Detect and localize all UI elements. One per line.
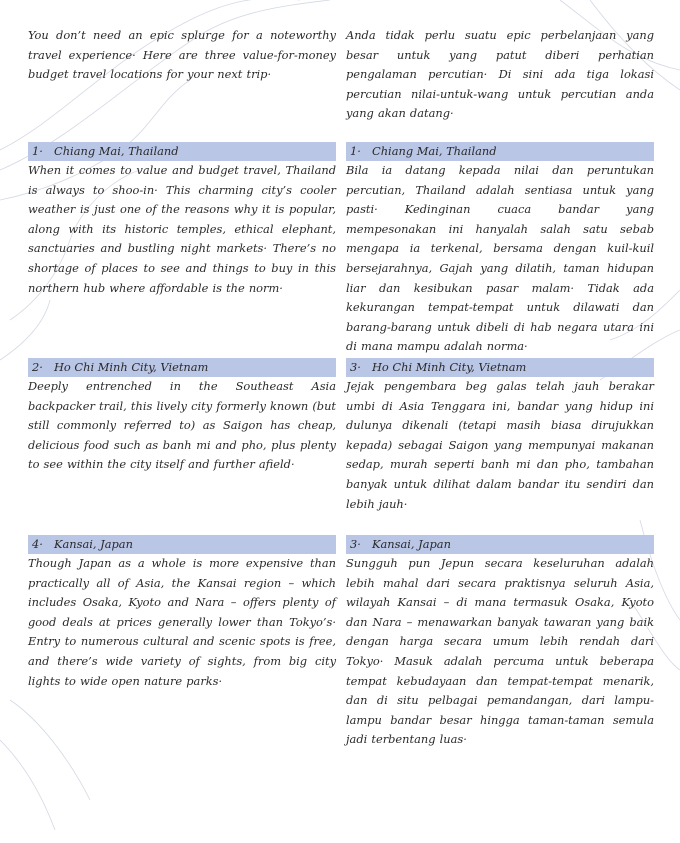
section-body: Bila ia datang kepada nilai dan peruntukan percutian, Thailand adalah sentiasa untuk yang pasti· Kedinginan cuaca bandar yang mempesonakan ini hanyalah salah satu sebab mengapa ia terkenal, bersama dengan kuil-kuil bersejarahnya, Gajah yang dilatih, taman hidupan liar dan kesibukan pasar malam· Tidak ada kekurangan tempat-tempat untuk dilawati dan barang-barang untuk dibeli di hab negara utara ini di mana mampu adalah norma· (346, 163, 654, 354)
section-number: 4· (32, 537, 43, 551)
section-title: Kansai, Japan (372, 537, 451, 551)
section-heading (346, 358, 654, 377)
section-3-malay (346, 535, 654, 750)
section-1-english (28, 142, 336, 298)
section-2-malay (346, 358, 654, 514)
section-heading (346, 535, 654, 554)
section-title: Ho Chi Minh City, Vietnam (54, 360, 209, 374)
section-title: Chiang Mai, Thailand (54, 144, 179, 158)
section-heading (28, 358, 336, 377)
section-heading (28, 535, 336, 554)
section-body: Deeply entrenched in the Southeast Asia backpacker trail, this lively city formerly known (but still commonly referred to) as Saigon has cheap, delicious food such as banh mi and pho, plus plenty to see within the city itself and further afield· (28, 379, 336, 472)
intro-english (28, 26, 336, 85)
intro-malay (346, 26, 654, 124)
section-3-english (28, 535, 336, 691)
section-heading (346, 142, 654, 161)
section-1-malay (346, 142, 654, 357)
section-body: Sungguh pun Jepun secara keseluruhan adalah lebih mahal dari secara praktisnya seluruh Asia, wilayah Kansai – di mana termasuk Osaka, Kyoto dan Nara – menawarkan banyak tawaran yang baik dengan harga secara umum lebih rendah dari Tokyo· Masuk adalah percuma untuk beberapa tempat kebudayaan dan tempat-tempat menarik, dan di situ pelbagai pemandangan, dari lampu-lampu bandar besar hingga taman-taman semula jadi terbentang luas· (346, 556, 654, 747)
section-number: 2· (32, 360, 43, 374)
section-heading (28, 142, 336, 161)
intro-malay-text: Anda tidak perlu suatu epic perbelanjaan yang besar untuk yang patut diberi perhatian pengalaman percutian· Di sini ada tiga lokasi percutian nilai-untuk-wang untuk percutian anda yang akan datang· (346, 28, 654, 121)
section-number: 3· (350, 537, 361, 551)
section-body: Though Japan as a whole is more expensive than practically all of Asia, the Kansai region – which includes Osaka, Kyoto and Nara – offers plenty of good deals at prices generally lower than Tokyo’s· Entry to numerous cultural and scenic spots is free, and there’s wide variety of sights, from big city lights to wide open nature parks· (28, 556, 336, 688)
section-2-english (28, 358, 336, 475)
section-title: Chiang Mai, Thailand (372, 144, 497, 158)
intro-english-text: You don’t need an epic splurge for a noteworthy travel experience· Here are three value-for-money budget travel locations for your next trip· (28, 28, 336, 82)
section-title: Ho Chi Minh City, Vietnam (372, 360, 527, 374)
section-number: 1· (350, 144, 361, 158)
section-body: When it comes to value and budget travel, Thailand is always to shoo-in· This charming city’s cooler weather is just one of the reasons why it is popular, along with its historic temples, ethical elephant, sanctuaries and bustling night markets· There’s no shortage of places to see and things to buy in this northern hub where affordable is the norm· (28, 163, 336, 295)
section-title: Kansai, Japan (54, 537, 133, 551)
section-body: Jejak pengembara beg galas telah jauh berakar umbi di Asia Tenggara ini, bandar yang hidup ini dulunya dikenali (tetapi masih biasa dirujukkan kepada) sebagai Saigon yang mempunyai makanan sedap, murah seperti banh mi dan pho, tambahan banyak untuk dilihat dalam bandar itu sendiri dan lebih jauh· (346, 379, 654, 511)
section-number: 1· (32, 144, 43, 158)
section-number: 3· (350, 360, 361, 374)
